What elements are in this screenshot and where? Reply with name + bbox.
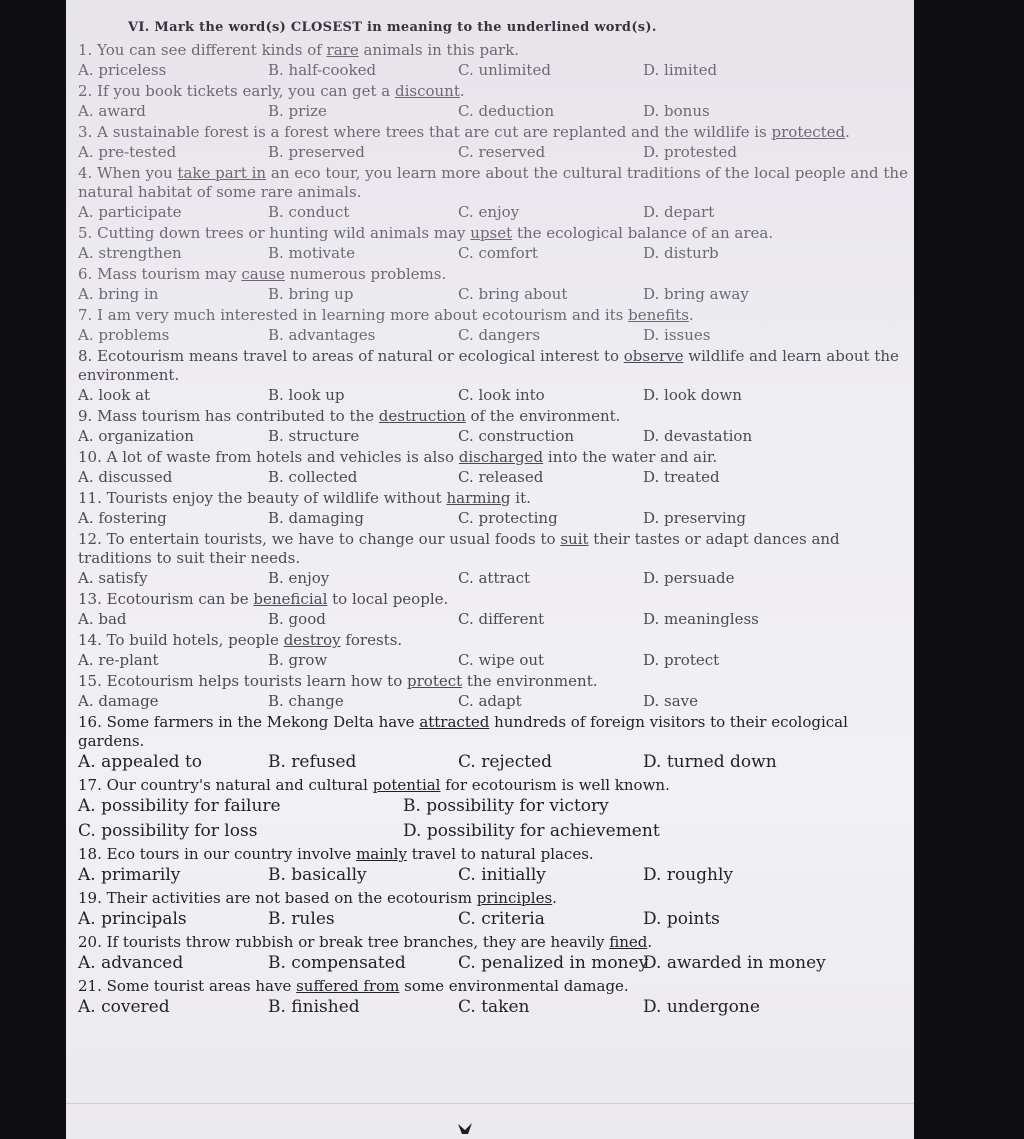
answer-option[interactable]: D. bring away — [643, 285, 749, 303]
question-stem — [78, 933, 912, 952]
answer-option[interactable]: D. preserving — [643, 509, 746, 527]
question-item — [78, 224, 912, 263]
answer-options — [78, 202, 912, 222]
question-text: Ecotourism can be — [106, 590, 254, 608]
question-item — [78, 489, 912, 528]
question-text: it. — [510, 489, 531, 507]
underlined-word: protect — [407, 672, 463, 690]
question-stem — [78, 672, 912, 691]
question-text: To build hotels, people — [106, 631, 284, 649]
answer-option[interactable]: A. bad — [78, 610, 127, 628]
question-number: 12. — [78, 530, 107, 548]
answer-options — [78, 864, 912, 887]
answer-option[interactable]: A. fostering — [78, 509, 167, 527]
question-number: 15. — [78, 672, 107, 690]
answer-options — [78, 795, 912, 818]
answer-option[interactable]: D. turned down — [643, 752, 777, 772]
answer-option[interactable]: A. pre-tested — [78, 143, 177, 161]
question-item — [78, 265, 912, 304]
question-number: 9. — [78, 407, 98, 425]
question-text: Mass tourism may — [97, 265, 242, 283]
question-item — [78, 306, 912, 345]
question-stem — [78, 776, 912, 795]
question-text: . — [845, 123, 850, 141]
question-number: 5. — [78, 224, 98, 242]
answer-option[interactable]: D. save — [643, 692, 699, 710]
worksheet-page — [66, 0, 914, 1139]
underlined-word: cause — [241, 265, 285, 283]
underlined-word: discharged — [458, 448, 544, 466]
answer-options — [78, 385, 912, 405]
question-item — [78, 933, 912, 975]
question-item — [78, 448, 912, 487]
answer-option[interactable]: A. award — [78, 102, 146, 120]
question-text: for ecotourism is well known. — [440, 776, 670, 794]
ink-mark-icon — [456, 1120, 474, 1138]
answer-options — [78, 284, 912, 304]
answer-options — [78, 650, 912, 670]
answer-option[interactable]: A. appealed to — [78, 752, 203, 772]
exercise-heading: VI. Mark the word(s) CLOSEST in meaning to the underlined word(s). — [128, 20, 657, 35]
answer-option[interactable]: D. treated — [643, 468, 720, 486]
answer-option[interactable]: C. wipe out — [458, 651, 545, 669]
question-text: an eco tour, you learn more about the cultural traditions of the local people and the natural habitat of some rare animals. — [78, 164, 908, 201]
question-item — [78, 977, 912, 1019]
answer-option[interactable]: B. conduct — [268, 203, 350, 221]
question-text: Our country's natural and cultural — [106, 776, 373, 794]
answer-option[interactable]: C. bring about — [458, 285, 568, 303]
answer-option[interactable]: C. attract — [458, 569, 531, 587]
answer-option[interactable]: C. penalized in money — [458, 953, 649, 973]
question-text: into the water and air. — [543, 448, 718, 466]
underlined-word: protected — [771, 123, 846, 141]
answer-option[interactable]: C. criteria — [458, 909, 545, 929]
question-item — [78, 530, 912, 588]
underlined-word: destruction — [378, 407, 466, 425]
answer-option[interactable]: A. covered — [78, 997, 170, 1017]
answer-option[interactable]: B. finished — [268, 997, 360, 1017]
answer-option[interactable]: D. protect — [643, 651, 720, 669]
question-stem — [78, 530, 912, 568]
answer-option[interactable]: A. priceless — [78, 61, 167, 79]
answer-option[interactable]: B. rules — [268, 909, 335, 929]
question-item — [78, 889, 912, 931]
answer-option[interactable]: C. protecting — [458, 509, 558, 527]
underlined-word: destroy — [283, 631, 341, 649]
question-text: . — [552, 889, 557, 907]
answer-options — [78, 568, 912, 588]
question-stem — [78, 41, 912, 60]
underlined-word: rare — [326, 41, 359, 59]
question-item — [78, 82, 912, 121]
answer-option[interactable]: D. protested — [643, 143, 737, 161]
question-text: Cutting down trees or hunting wild animals may — [97, 224, 471, 242]
underlined-word: mainly — [356, 845, 407, 863]
question-stem — [78, 347, 912, 385]
question-stem — [78, 845, 912, 864]
answer-options — [78, 751, 912, 774]
question-number: 13. — [78, 590, 107, 608]
answer-option[interactable]: A. damage — [78, 692, 159, 710]
underlined-word: suit — [560, 530, 589, 548]
answer-option[interactable]: A. participate — [78, 203, 182, 221]
question-stem — [78, 489, 912, 508]
question-item — [78, 123, 912, 162]
question-stem — [78, 631, 912, 650]
answer-option[interactable]: D. issues — [643, 326, 711, 344]
answer-option[interactable]: A. principals — [78, 909, 187, 929]
question-text: hundreds of foreign visitors to their ecological gardens. — [78, 713, 848, 750]
underlined-word: suffered from — [296, 977, 400, 995]
question-stem — [78, 590, 912, 609]
underlined-word: take part in — [177, 164, 267, 182]
answer-option[interactable]: B. advantages — [268, 326, 376, 344]
answer-option[interactable]: C. possibility for loss — [78, 821, 258, 841]
answer-option[interactable]: C. different — [458, 610, 545, 628]
underlined-word: potential — [372, 776, 441, 794]
question-text: To entertain tourists, we have to change our usual foods to — [106, 530, 561, 548]
answer-options — [78, 60, 912, 80]
answer-option[interactable]: B. refused — [268, 752, 357, 772]
question-stem — [78, 448, 912, 467]
question-text: the environment. — [462, 672, 598, 690]
answer-option[interactable]: B. half-cooked — [268, 61, 377, 79]
question-number: 20. — [78, 933, 107, 951]
question-text: their tastes or adapt dances and traditions to suit their needs. — [78, 530, 840, 567]
answer-option[interactable]: D. roughly — [643, 865, 734, 885]
answer-option[interactable]: D. disturb — [643, 244, 719, 262]
underlined-word: upset — [470, 224, 513, 242]
answer-option[interactable]: C. adapt — [458, 692, 522, 710]
question-text: Eco tours in our country involve — [106, 845, 357, 863]
answer-option[interactable]: D. bonus — [643, 102, 710, 120]
answer-option[interactable]: B. possibility for victory — [403, 796, 609, 816]
answer-option[interactable]: B. grow — [268, 651, 328, 669]
question-text: travel to natural places. — [406, 845, 594, 863]
question-text: A lot of waste from hotels and vehicles is also — [106, 448, 459, 466]
question-text: numerous problems. — [284, 265, 447, 283]
question-list — [78, 41, 912, 1019]
answer-option[interactable]: A. advanced — [78, 953, 184, 973]
answer-option[interactable]: B. look up — [268, 386, 345, 404]
answer-options — [78, 609, 912, 629]
answer-option[interactable]: A. problems — [78, 326, 170, 344]
answer-option[interactable]: C. construction — [458, 427, 575, 445]
question-number: 21. — [78, 977, 107, 995]
question-number: 19. — [78, 889, 107, 907]
answer-option[interactable]: C. dangers — [458, 326, 541, 344]
answer-option[interactable]: C. initially — [458, 865, 546, 885]
answer-option[interactable]: C. unlimited — [458, 61, 551, 79]
question-stem — [78, 224, 912, 243]
question-text: You can see different kinds of — [97, 41, 327, 59]
answer-option[interactable]: B. structure — [268, 427, 360, 445]
exercise-content — [78, 20, 912, 1021]
question-text: the ecological balance of an area. — [512, 224, 774, 242]
question-number: 1. — [78, 41, 98, 59]
answer-option[interactable]: C. deduction — [458, 102, 555, 120]
underlined-word: principles — [476, 889, 553, 907]
answer-option[interactable]: C. released — [458, 468, 544, 486]
question-item — [78, 164, 912, 222]
answer-option[interactable]: C. enjoy — [458, 203, 520, 221]
answer-option[interactable]: C. look into — [458, 386, 545, 404]
question-text: wildlife and learn about the environment. — [78, 347, 899, 384]
question-number: 16. — [78, 713, 107, 731]
question-number: 11. — [78, 489, 107, 507]
question-text: When you — [97, 164, 178, 182]
question-number: 2. — [78, 82, 98, 100]
question-stem — [78, 164, 912, 202]
answer-option[interactable]: C. taken — [458, 997, 530, 1017]
answer-option[interactable]: B. basically — [268, 865, 367, 885]
answer-options — [78, 691, 912, 711]
underlined-word: attracted — [419, 713, 490, 731]
answer-option[interactable]: A. re-plant — [78, 651, 159, 669]
question-item — [78, 845, 912, 887]
question-text: Some farmers in the Mekong Delta have — [106, 713, 420, 731]
answer-option[interactable]: D. undergone — [643, 997, 760, 1017]
question-stem — [78, 82, 912, 101]
answer-option[interactable]: B. motivate — [268, 244, 355, 262]
question-text: Ecotourism means travel to areas of natural or ecological interest to — [97, 347, 624, 365]
answer-options — [78, 243, 912, 263]
question-stem — [78, 889, 912, 908]
question-item — [78, 631, 912, 670]
question-item — [78, 590, 912, 629]
answer-option[interactable]: D. devastation — [643, 427, 753, 445]
answer-option[interactable]: A. primarily — [78, 865, 181, 885]
answer-option[interactable]: B. damaging — [268, 509, 364, 527]
answer-options — [78, 142, 912, 162]
answer-options — [78, 325, 912, 345]
question-number: 3. — [78, 123, 98, 141]
question-text: Tourists enjoy the beauty of wildlife without — [106, 489, 447, 507]
answer-options — [78, 101, 912, 121]
page-divider — [66, 1103, 914, 1104]
question-text: Mass tourism has contributed to the — [97, 407, 379, 425]
question-text: A sustainable forest is a forest where trees that are cut are replanted and the wildlife is — [97, 123, 772, 141]
answer-option[interactable]: D. look down — [643, 386, 742, 404]
answer-option[interactable]: D. points — [643, 909, 720, 929]
question-number: 4. — [78, 164, 98, 182]
question-number: 6. — [78, 265, 98, 283]
question-number: 7. — [78, 306, 98, 324]
answer-options — [78, 952, 912, 975]
question-text: If tourists throw rubbish or break tree branches, they are heavily — [106, 933, 610, 951]
underlined-word: observe — [623, 347, 684, 365]
underlined-word: benefits — [628, 306, 689, 324]
answer-option[interactable]: B. good — [268, 610, 326, 628]
question-stem — [78, 123, 912, 142]
answer-option[interactable]: C. rejected — [458, 752, 553, 772]
underlined-word: harming — [446, 489, 511, 507]
question-item — [78, 776, 912, 843]
question-text: some environmental damage. — [399, 977, 629, 995]
answer-option[interactable]: A. organization — [78, 427, 194, 445]
answer-option[interactable]: A. possibility for failure — [78, 796, 281, 816]
answer-option[interactable]: B. bring up — [268, 285, 354, 303]
answer-option[interactable]: A. strengthen — [78, 244, 182, 262]
answer-option[interactable]: B. enjoy — [268, 569, 330, 587]
question-item — [78, 41, 912, 80]
answer-option[interactable]: C. reserved — [458, 143, 546, 161]
answer-option[interactable]: D. possibility for achievement — [403, 821, 660, 841]
answer-option[interactable]: B. compensated — [268, 953, 406, 973]
question-text: of the environment. — [465, 407, 621, 425]
question-stem — [78, 265, 912, 284]
question-stem — [78, 977, 912, 996]
answer-option[interactable]: D. awarded in money — [643, 953, 826, 973]
question-stem — [78, 713, 912, 751]
answer-options — [78, 908, 912, 931]
answer-option[interactable]: B. change — [268, 692, 344, 710]
question-text: . — [647, 933, 653, 951]
question-text: Ecotourism helps tourists learn how to — [106, 672, 408, 690]
question-text: Their activities are not based on the ecotourism — [106, 889, 477, 907]
question-text: . — [688, 306, 694, 324]
answer-option[interactable]: A. satisfy — [78, 569, 148, 587]
question-text: . — [459, 82, 465, 100]
question-item — [78, 407, 912, 446]
question-text: animals in this park. — [358, 41, 520, 59]
question-item — [78, 347, 912, 405]
question-number: 10. — [78, 448, 107, 466]
underlined-word: fined — [609, 933, 648, 951]
answer-option[interactable]: D. limited — [643, 61, 718, 79]
question-stem — [78, 306, 912, 325]
question-number: 14. — [78, 631, 107, 649]
question-text: If you book tickets early, you can get a — [97, 82, 395, 100]
answer-option[interactable]: A. look at — [78, 386, 151, 404]
answer-options — [78, 508, 912, 528]
question-stem — [78, 407, 912, 426]
question-item — [78, 713, 912, 774]
answer-options — [78, 467, 912, 487]
question-number: 17. — [78, 776, 107, 794]
answer-option[interactable]: A. bring in — [78, 285, 159, 303]
question-text: Some tourist areas have — [106, 977, 297, 995]
question-text: I am very much interested in learning more about ecotourism and its — [97, 306, 629, 324]
answer-option[interactable]: B. collected — [268, 468, 358, 486]
answer-option[interactable]: B. prize — [268, 102, 327, 120]
answer-options — [78, 820, 912, 843]
answer-option[interactable]: D. depart — [643, 203, 715, 221]
question-number: 18. — [78, 845, 107, 863]
underlined-word: discount — [394, 82, 460, 100]
question-text: to local people. — [327, 590, 449, 608]
answer-options — [78, 426, 912, 446]
question-item — [78, 672, 912, 711]
answer-option[interactable]: D. persuade — [643, 569, 735, 587]
question-number: 8. — [78, 347, 98, 365]
answer-option[interactable]: D. meaningless — [643, 610, 759, 628]
answer-options — [78, 996, 912, 1019]
answer-option[interactable]: C. comfort — [458, 244, 538, 262]
answer-option[interactable]: A. discussed — [78, 468, 173, 486]
answer-option[interactable]: B. preserved — [268, 143, 365, 161]
question-text: forests. — [340, 631, 403, 649]
underlined-word: beneficial — [253, 590, 328, 608]
